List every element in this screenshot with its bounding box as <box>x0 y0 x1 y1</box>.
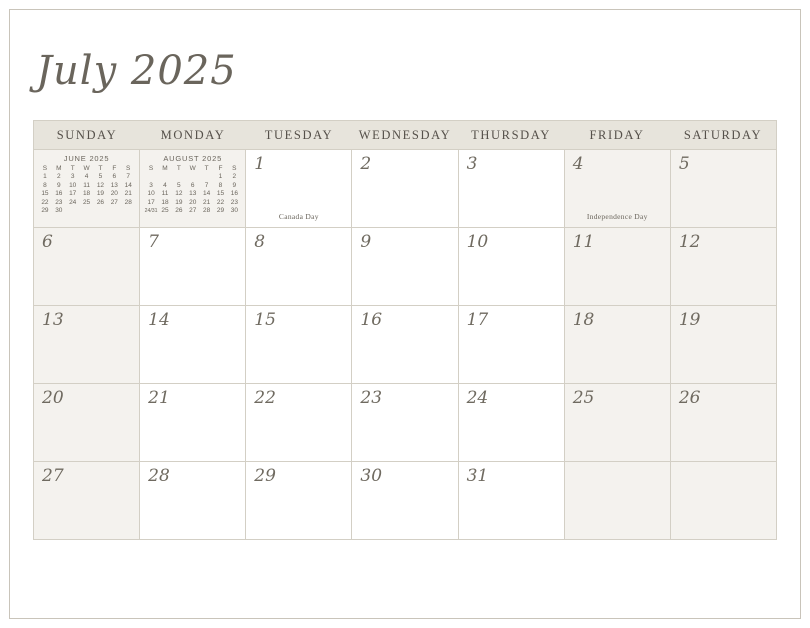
mini-day <box>121 207 135 216</box>
day-number: 31 <box>466 466 489 486</box>
day-cell[interactable] <box>565 228 671 306</box>
mini-dow: W <box>189 165 196 172</box>
day-cell[interactable] <box>671 228 777 306</box>
mini-day: 24 <box>69 198 77 206</box>
day-number: 4 <box>572 154 584 174</box>
mini-dow: T <box>70 165 75 172</box>
day-number: 11 <box>572 232 595 252</box>
mini-day <box>94 207 108 216</box>
mini-calendar-june <box>38 154 135 216</box>
mini-day: 14 <box>124 181 132 189</box>
mini-week-row <box>144 173 241 182</box>
mini-day: 26 <box>175 207 183 214</box>
day-cell[interactable] <box>246 462 352 540</box>
mini-day: 29 <box>41 207 49 214</box>
mini-day: 30 <box>230 207 238 214</box>
day-number: 8 <box>254 232 266 252</box>
mini-dow: M <box>162 165 168 172</box>
mini-calendar-august <box>144 154 241 216</box>
day-number: 30 <box>360 466 383 486</box>
mini-dow: T <box>204 165 209 172</box>
mini-month-cell-august <box>140 150 246 228</box>
day-number: 18 <box>572 310 595 330</box>
day-cell[interactable] <box>34 462 140 540</box>
weekday-header-monday: MONDAY <box>160 128 226 142</box>
week-row <box>34 462 777 540</box>
mini-day: 20 <box>110 190 118 197</box>
mini-day <box>66 207 80 216</box>
mini-day: 13 <box>189 190 197 197</box>
day-event: Independence Day <box>586 212 648 221</box>
mini-day: 23 <box>55 198 63 206</box>
day-number: 5 <box>678 154 690 174</box>
mini-day: 25 <box>161 207 169 214</box>
day-number: 23 <box>360 388 383 408</box>
day-number: 10 <box>466 232 489 252</box>
mini-week-row <box>144 199 241 208</box>
mini-day: 22 <box>41 198 49 206</box>
mini-week-row <box>144 190 241 199</box>
day-number: 7 <box>148 232 159 252</box>
mini-day: 16 <box>55 190 63 197</box>
day-cell[interactable] <box>565 306 671 384</box>
mini-day: 12 <box>96 181 105 189</box>
mini-day <box>80 207 94 216</box>
mini-day <box>107 207 121 216</box>
mini-day: 12 <box>175 190 183 197</box>
mini-day: 1 <box>43 173 47 180</box>
mini-day <box>186 173 200 182</box>
mini-month-cell-june <box>34 150 140 228</box>
weekday-header-wednesday: WEDNESDAY <box>358 128 452 142</box>
mini-day: 15 <box>216 190 225 197</box>
day-cell[interactable] <box>459 150 565 228</box>
day-number: 25 <box>572 388 595 408</box>
mini-day: 18 <box>82 190 91 197</box>
mini-day: 19 <box>96 190 105 197</box>
page-title: July 2025 <box>36 48 237 94</box>
mini-day: 29 <box>216 207 225 214</box>
day-cell[interactable] <box>671 306 777 384</box>
mini-week-row <box>38 207 135 216</box>
calendar-grid <box>33 120 777 540</box>
mini-week-row <box>144 182 241 191</box>
weekday-header-friday: FRIDAY <box>589 128 645 142</box>
mini-day: 4 <box>163 181 167 189</box>
mini-day: 28 <box>202 207 211 214</box>
mini-dow: S <box>148 165 154 172</box>
day-number: 27 <box>42 466 64 486</box>
mini-day: 11 <box>83 181 90 189</box>
day-cell[interactable] <box>140 384 246 462</box>
mini-day: 5 <box>177 181 181 189</box>
day-cell[interactable] <box>459 384 565 462</box>
mini-day: 1 <box>218 173 223 180</box>
day-cell[interactable] <box>34 306 140 384</box>
mini-day: 7 <box>126 173 130 180</box>
day-number: 29 <box>254 466 276 486</box>
mini-calendar-title: JUNE 2025 <box>63 154 110 163</box>
mini-day: 21 <box>202 198 211 206</box>
mini-calendar-table <box>38 165 135 216</box>
day-cell[interactable] <box>671 462 777 540</box>
mini-dow: S <box>42 165 48 172</box>
mini-day: 14 <box>202 190 211 197</box>
mini-day: 20 <box>189 198 197 206</box>
mini-day: 21 <box>124 190 132 197</box>
day-cell[interactable] <box>565 384 671 462</box>
mini-day: 13 <box>110 181 118 189</box>
day-number: 20 <box>42 388 64 408</box>
mini-dow: F <box>112 165 117 172</box>
mini-dow: W <box>83 165 90 172</box>
day-number: 26 <box>678 388 701 408</box>
mini-day: 9 <box>57 181 61 189</box>
day-cell[interactable] <box>352 306 458 384</box>
mini-dow: T <box>176 165 181 172</box>
weekday-header-sunday: SUNDAY <box>56 128 118 142</box>
mini-week-row <box>38 182 135 191</box>
day-cell[interactable] <box>459 228 565 306</box>
mini-day: 30 <box>55 207 63 214</box>
mini-day: 17 <box>69 190 77 197</box>
mini-day: 18 <box>161 198 169 206</box>
mini-calendar-title: AUGUST 2025 <box>163 154 223 163</box>
day-number: 22 <box>254 388 276 408</box>
week-row <box>34 228 777 306</box>
mini-dow: M <box>56 165 62 172</box>
mini-day: 15 <box>41 190 49 197</box>
day-cell[interactable] <box>246 306 352 384</box>
day-number: 9 <box>360 232 372 252</box>
mini-dow: T <box>98 165 103 172</box>
day-number: 1 <box>254 154 266 174</box>
day-cell[interactable] <box>34 384 140 462</box>
day-event: Canada Day <box>278 212 319 221</box>
day-cell[interactable] <box>246 384 352 462</box>
weeks-container <box>33 149 777 540</box>
mini-day: 2 <box>232 173 237 180</box>
day-cell[interactable] <box>246 150 352 228</box>
day-number: 24 <box>466 388 489 408</box>
day-cell[interactable] <box>140 462 246 540</box>
day-cell[interactable] <box>140 306 246 384</box>
week-row <box>34 384 777 462</box>
day-cell[interactable] <box>352 462 458 540</box>
mini-day: 8 <box>218 181 223 189</box>
day-cell[interactable] <box>246 228 352 306</box>
weekday-header-tuesday: TUESDAY <box>264 128 334 142</box>
day-cell[interactable] <box>352 384 458 462</box>
day-cell[interactable] <box>459 462 565 540</box>
mini-day: 9 <box>232 181 237 189</box>
mini-dow: F <box>218 165 223 172</box>
mini-day: 11 <box>161 190 169 197</box>
mini-day: 23 <box>230 198 238 206</box>
day-number: 12 <box>678 232 701 252</box>
mini-day: 24/31 <box>144 208 158 214</box>
week-row <box>34 306 777 384</box>
day-number: 2 <box>360 154 372 174</box>
mini-day: 17 <box>147 198 155 206</box>
day-cell[interactable] <box>671 384 777 462</box>
mini-dow: S <box>126 165 131 172</box>
mini-day: 8 <box>43 181 47 189</box>
mini-day: 6 <box>190 181 195 189</box>
mini-day: 5 <box>98 173 103 180</box>
day-cell[interactable] <box>140 228 246 306</box>
mini-day: 27 <box>110 198 118 206</box>
mini-week-row <box>38 173 135 182</box>
mini-day: 26 <box>96 198 105 206</box>
mini-week-row <box>38 190 135 199</box>
day-number: 3 <box>466 154 478 174</box>
day-cell[interactable] <box>34 228 140 306</box>
weekday-header-thursday: THURSDAY <box>471 128 551 142</box>
day-number: 21 <box>148 388 170 408</box>
weekday-header-row <box>33 120 777 149</box>
mini-day: 25 <box>82 198 91 206</box>
mini-day: 6 <box>112 173 117 180</box>
day-number: 6 <box>42 232 53 252</box>
mini-day: 16 <box>230 190 238 197</box>
weekday-header-saturday: SATURDAY <box>683 128 763 142</box>
day-number: 15 <box>254 310 276 330</box>
mini-dow: S <box>232 165 237 172</box>
day-number: 19 <box>678 310 701 330</box>
week-row <box>34 150 777 228</box>
day-number: 28 <box>148 466 170 486</box>
mini-day: 7 <box>204 181 209 189</box>
mini-day: 3 <box>149 181 153 189</box>
mini-calendar-table <box>144 165 241 216</box>
day-number: 16 <box>360 310 383 330</box>
day-cell[interactable] <box>671 150 777 228</box>
mini-day: 2 <box>57 173 61 180</box>
mini-week-row <box>144 207 241 216</box>
mini-day: 28 <box>124 198 132 206</box>
mini-day: 4 <box>84 173 89 180</box>
mini-day <box>172 173 186 182</box>
mini-day: 10 <box>147 190 155 197</box>
mini-day: 10 <box>69 181 77 189</box>
mini-day: 19 <box>175 198 183 206</box>
day-cell[interactable] <box>352 150 458 228</box>
mini-day <box>200 173 214 182</box>
day-cell[interactable] <box>565 462 671 540</box>
mini-day: 22 <box>216 198 225 206</box>
mini-week-row <box>38 199 135 208</box>
mini-day <box>158 173 172 182</box>
mini-day: 3 <box>70 173 75 180</box>
day-number: 13 <box>42 310 64 330</box>
day-cell[interactable] <box>565 150 671 228</box>
mini-day: 27 <box>189 207 197 214</box>
mini-day <box>144 173 158 182</box>
day-cell[interactable] <box>459 306 565 384</box>
day-number: 14 <box>148 310 170 330</box>
day-cell[interactable] <box>352 228 458 306</box>
day-number: 17 <box>466 310 489 330</box>
